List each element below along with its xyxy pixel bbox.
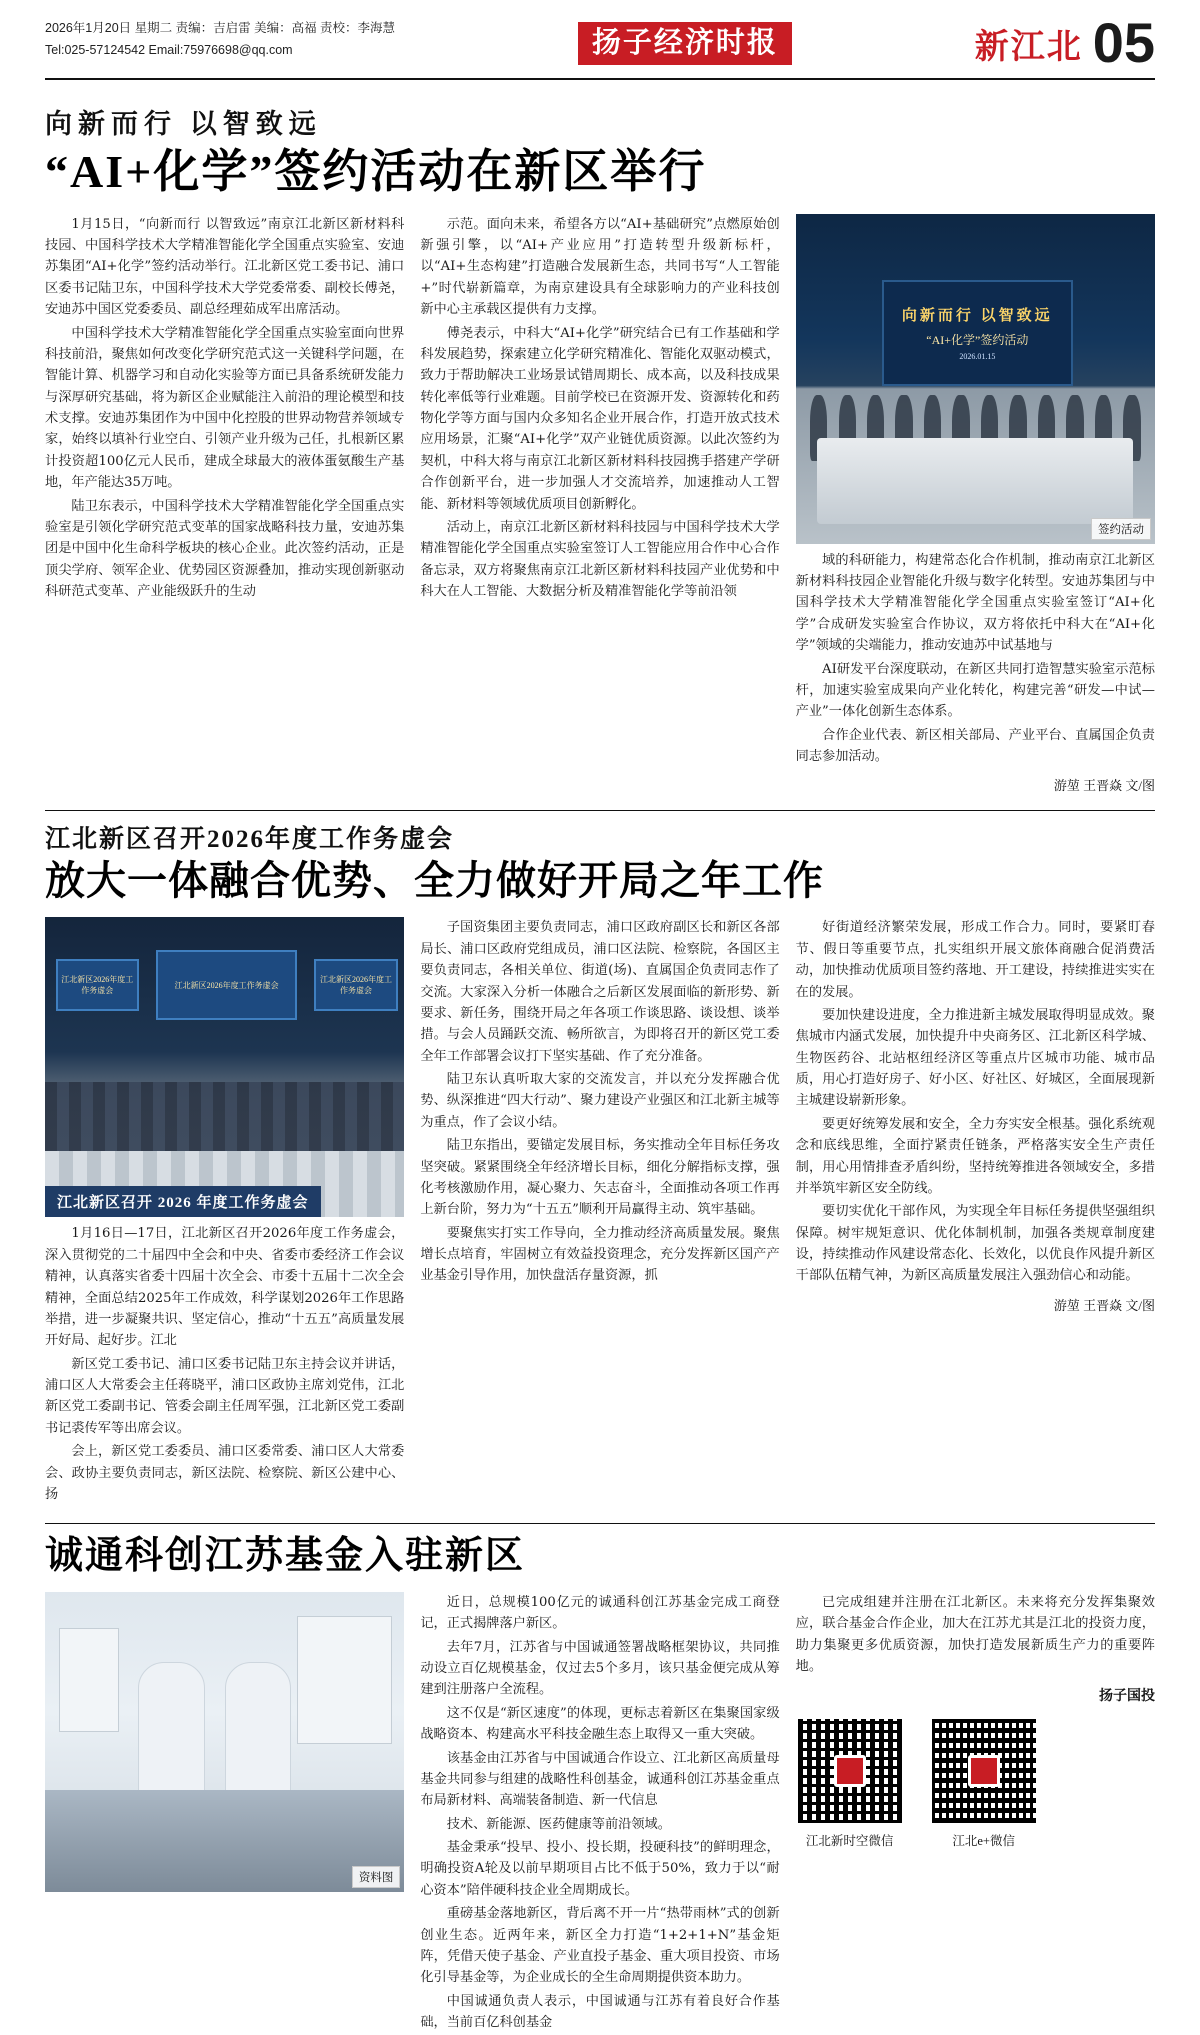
stage-screen bbox=[882, 280, 1073, 386]
article3-col1 bbox=[45, 1592, 404, 2035]
article3-photo-wrap bbox=[45, 1592, 404, 1892]
qr-item[interactable] bbox=[930, 1717, 1038, 1849]
article1-columns bbox=[45, 214, 1155, 795]
section-header bbox=[974, 11, 1155, 74]
article2-col3 bbox=[796, 917, 1155, 1507]
paragraph: AI研发平台深度联动，在新区共同打造智慧实验室示范标杆，加速实验室成果向产业化转化，构建完善“研发—中试—产业”一体化创新生态体系。 bbox=[795, 661, 1155, 720]
paragraph: 1月15日，“向新而行 以智致远”南京江北新区新材料科技园、中国科学技术大学精准智能化学全国重点实验室、安迪苏集团“AI+化学”签约活动举行。江北新区党工委书记、浦口区委书记陆卫东，中国科学技术大学党委常委、副校长傅尧，安迪苏中国区党委委员、副总经理茹成军出席活动。 bbox=[45, 216, 405, 318]
lab-worker bbox=[138, 1662, 205, 1802]
conference-table bbox=[817, 438, 1133, 524]
paragraph: 陆卫东指出，要锚定发展目标，务实推动全年目标任务攻坚突破。紧紧围绕全年经济增长目标，细化分解指标支撑，强化考核激励作用，凝心聚力、矢志奋斗，全面推动各项工作再上新台阶，努力为“十五五”顺利开局赢得主动、筑牢基础。 bbox=[420, 1138, 780, 1218]
photo-caption: 资料图 bbox=[352, 1866, 401, 1888]
paragraph: 重磅基金落地新区，背后离不开一片“热带雨林”式的创新创业生态。近两年来，新区全力打造“1+2+1+N”基金矩阵，凭借天使子基金、产业直投子基金、重大项目投资、市场化引导基金等，为企业成长的全生命周期提供资本助力。 bbox=[420, 1906, 780, 1986]
article1-divider bbox=[45, 810, 1155, 811]
paragraph: 要更好统筹发展和安全，全力夯实安全根基。强化系统观念和底线思维，全面拧紧责任链条，严格落实安全生产责任制，用心用情排查矛盾纠纷，坚持统筹推进各领域安全，多措并举筑牢新区安全防线。 bbox=[795, 1116, 1155, 1196]
qr-label: 江北新时空微信 bbox=[805, 1834, 894, 1849]
masthead-info bbox=[45, 18, 395, 62]
side-screen-left: 江北新区2026年度工作务虚会 bbox=[56, 959, 139, 1011]
article2-byline: 游堃 王晋焱 文/图 bbox=[1053, 1297, 1155, 1313]
lab-equipment bbox=[297, 1616, 392, 1744]
lab-photo bbox=[45, 1592, 404, 1892]
article3-headline: 诚通科创江苏基金入驻新区 bbox=[45, 1535, 526, 1578]
article3-col3 bbox=[796, 1592, 1155, 2035]
article-chengtong-fund bbox=[45, 1534, 1155, 2035]
signing-ceremony-photo bbox=[796, 214, 1155, 544]
lab-bench bbox=[45, 1790, 404, 1892]
paragraph: 子国资集团主要负责同志，浦口区政府副区长和新区各部局长、浦口区政府党组成员，浦口区法院、检察院，各国区主要负责同志，各相关单位、街道(场)、直属国企负责同志作了交流。大家深入分析一体融合之后新区发展面临的新形势、新要求、新任务，围绕开局之年各项工作谈思路、谈设想、谈举措。与会人员踊跃交流、畅所欲言，为即将召开的新区党工委全年工作部署会议打下坚实基础、作了充分准备。 bbox=[420, 920, 780, 1064]
stage-screen-line2: “AI+化学”签约活动 bbox=[926, 333, 1029, 348]
article3-columns bbox=[45, 1592, 1155, 2035]
paragraph: 活动上，南京江北新区新材料科技园与中国科学技术大学精准智能化学全国重点实验室签订人工智能应用合作中心合作备忘录，双方将聚焦南京江北新区新材料科技园产业优势和中科大在人工智能、大数据分析及精准智能化学等前沿领 bbox=[420, 519, 780, 600]
photo-caption: 签约活动 bbox=[1091, 518, 1151, 540]
paragraph: 基金秉承“投早、投小、投长期，投硬科技”的鲜明理念，明确投资A轮及以前早期项目占比不低于50%，致力于以“耐心资本”陪伴硬科技企业全周期成长。 bbox=[420, 1840, 780, 1898]
side-screen-right: 江北新区2026年度工作务虚会 bbox=[314, 959, 397, 1011]
article1-shoulder: 向新而行 以智致远 bbox=[45, 109, 322, 140]
article-ai-chemistry bbox=[45, 102, 1155, 794]
paragraph: 中国科学技术大学精准智能化学全国重点实验室面向世界科技前沿，聚焦如何改变化学研究范式这一关键科学问题，在智能计算、机器学习和自动化实验等方面已具备系统研发能力与深厚研究基础，将为新区企业赋能注入前沿的理论模型和技术支撑。安迪苏集团作为中国中化控股的世界动物营养领域专家，始终以填补行业空白、引领产业升级为己任，扎根新区累计投资超100亿元人民币，建成全球最大的液体蛋氨酸生产基地，年产能达35万吨。 bbox=[45, 325, 405, 491]
masthead bbox=[45, 0, 1155, 74]
paper-logo bbox=[578, 22, 792, 65]
issue-date-line: 2026年1月20日 星期二 责编：吉启雷 美编：高福 责校：李海慧 bbox=[45, 21, 396, 35]
main-screen: 江北新区2026年度工作务虚会 bbox=[156, 950, 297, 1020]
qr-code-icon[interactable] bbox=[930, 1717, 1038, 1825]
paragraph: 去年7月，江苏省与中国诚通签署战略框架协议，共同推动设立百亿规模基金，仅过去5个多月，该只基金便完成从筹建到注册落户全流程。 bbox=[420, 1639, 780, 1698]
article2-photo-wrap bbox=[45, 917, 404, 1217]
article1-col3 bbox=[796, 214, 1155, 795]
qr-code-group bbox=[796, 1717, 1155, 1849]
contact-line: Tel:025-57124542 Email:75976698@qq.com bbox=[45, 42, 293, 57]
paragraph: 域的科研能力，构建常态化合作机制，推动南京江北新区新材料科技园企业智能化升级与数字化转型。安迪苏集团与中国科学技术大学精准智能化学全国重点实验室签订“AI+化学”合成研发实验室合作协议，双方将依托中科大在“AI+化学”领域的尖端能力，推动安迪苏中试基地与 bbox=[795, 552, 1155, 654]
paragraph: 陆卫东表示，中国科学技术大学精准智能化学全国重点实验室是引领化学研究范式变革的国家战略科技力量，安迪苏集团是中国中化生命科学板块的核心企业。此次签约活动，正是顶尖学府、领军企业、优势园区资源叠加，推动实现创新驱动科研范式变革、产业能级跃升的生动 bbox=[45, 498, 405, 600]
paragraph: 近日，总规模100亿元的诚通科创江苏基金完成工商登记，正式揭牌落户新区。 bbox=[420, 1594, 780, 1632]
paragraph: 新区党工委书记、浦口区委书记陆卫东主持会议并讲话，浦口区人大常委会主任蒋晓平，浦口区政协主席刘党伟，江北新区党工委副书记、管委会副主任周军强，江北新区党工委副书记裘传军等出席会议。 bbox=[45, 1356, 405, 1436]
article2-shoulder: 江北新区召开2026年度工作务虚会 bbox=[45, 826, 455, 854]
article2-col1 bbox=[45, 917, 404, 1507]
article2-divider bbox=[45, 1523, 1155, 1524]
qr-code-icon[interactable] bbox=[796, 1717, 904, 1825]
qr-item[interactable] bbox=[796, 1717, 904, 1849]
article2-headline: 放大一体融合优势、全力做好开局之年工作 bbox=[45, 858, 824, 904]
paragraph: 会上，新区党工委委员、浦口区委常委、浦口区人大常委会、政协主要负责同志，新区法院、检察院、新区公建中心、扬 bbox=[45, 1444, 405, 1502]
article-annual-work-meeting bbox=[45, 819, 1155, 1507]
article1-col1 bbox=[45, 214, 404, 795]
photo-caption: 江北新区召开 2026 年度工作务虚会 bbox=[45, 1186, 321, 1217]
article2-columns bbox=[45, 917, 1155, 1507]
page-number: 05 bbox=[1092, 11, 1155, 74]
paragraph: 好街道经济繁荣发展，形成工作合力。同时，要紧盯春节、假日等重要节点，扎实组织开展文旅体商融合促消费活动，加快推动优质项目签约落地、开工建设，持续推进实实在在的发展。 bbox=[795, 920, 1155, 1000]
article1-headline: “AI+化学”签约活动在新区举行 bbox=[45, 146, 707, 198]
paragraph: 1月16日—17日，江北新区召开2026年度工作务虚会，深入贯彻党的二十届四中全会和中央、省委市委经济工作会议精神，认真落实省委十四届十次全会、市委十五届十二次全会精神，全面总结2025年工作成效，科学谋划2026年工作思路举措，进一步凝聚共识、坚定信心，推动“十五五”高质量发展开好局、起好步。江北 bbox=[45, 1226, 405, 1349]
lab-worker bbox=[225, 1662, 292, 1802]
article3-col2 bbox=[420, 1592, 779, 2035]
stage-screen-line1: 向新而行 以智致远 bbox=[901, 308, 1053, 325]
paragraph: 要切实优化干部作风，为实现全年目标任务提供坚强组织保障。树牢规矩意识、优化体制机制，加强各类规章制度建设，持续推动作风建设常态化、长效化，以优良作风提升新区干部队伍精气神，为新区高质量发展注入强劲信心和动能。 bbox=[795, 1204, 1155, 1284]
masthead-divider bbox=[45, 78, 1155, 80]
paragraph: 技术、新能源、医药健康等前沿领域。 bbox=[446, 1816, 671, 1832]
paragraph: 示范。面向未来，希望各方以“AI+基础研究”点燃原始创新强引擎，以“AI+产业应用”打造转型升级新标杆，以“AI+生态构建”打造融合发展新生态，共同书写“人工智能+”时代崭新篇章，为南京建设具有全球影响力的产业科技创新中心主承载区提供有力支撑。 bbox=[420, 216, 780, 318]
article2-col2 bbox=[420, 917, 779, 1507]
paragraph: 这不仅是“新区速度”的体现，更标志着新区在集聚国家级战略资本、构建高水平科技金融生态上取得又一重大突破。 bbox=[420, 1705, 780, 1743]
lab-equipment bbox=[59, 1628, 118, 1732]
paragraph: 要加快建设进度，全力推进新主城发展取得明显成效。聚焦城市内涵式发展，加快提升中央商务区、江北新区科学城、生物医药谷、北站枢纽经济区等重点片区城市功能、城市品质，用心打造好房子、好小区、好社区、好城区，全面展现新主城建设崭新形象。 bbox=[795, 1007, 1155, 1109]
paper-name: 扬子经济时报 bbox=[578, 22, 792, 65]
paragraph: 合作企业代表、新区相关部局、产业平台、直属国企负责同志参加活动。 bbox=[795, 727, 1155, 765]
article1-col2 bbox=[420, 214, 779, 795]
section-name: 新江北 bbox=[974, 26, 1083, 67]
paragraph: 陆卫东认真听取大家的交流发言，并以充分发挥融合优势、纵深推进“四大行动”、聚力建设产业强区和江北新主城等为重点，作了会议小结。 bbox=[420, 1072, 780, 1130]
paragraph: 中国诚通负责人表示，中国诚通与江苏有着良好合作基础，当前百亿科创基金 bbox=[420, 1993, 780, 2030]
paragraph: 已完成组建并注册在江北新区。未来将充分发挥集聚效应，联合基金合作企业，加大在江苏尤其是江北的投资力度，助力集聚更多优质资源，加快打造发展新质生产力的重要阵地。 bbox=[795, 1594, 1155, 1674]
paragraph: 该基金由江苏省与中国诚通合作设立、江北新区高质量母基金共同参与组建的战略性科创基金，诚通科创江苏基金重点布局新材料、高端装备制造、新一代信息 bbox=[420, 1750, 780, 1809]
article3-brand: 扬子国投 bbox=[1098, 1689, 1155, 1705]
article1-byline: 游堃 王晋焱 文/图 bbox=[1053, 778, 1155, 794]
article1-photo-wrap bbox=[796, 214, 1155, 544]
paragraph: 傅尧表示，中科大“AI+化学”研究结合已有工作基础和学科发展趋势，探索建立化学研究精准化、智能化双驱动模式，致力于帮助解决工业场景试错周期长、成本高，以及科技成果转化率低等行业难题。目前学校已在资源开发、资源转化和药物化学等方面与国内众多知名企业开展合作，打造开放式技术应用场景，汇聚“AI+化学”双产业链优质资源。以此次签约为契机，中科大将与南京江北新区新材料科技园携手搭建产学研合作创新平台，进一步加强人才交流培养，加速推动人工智能、新材料等领域优质项目创新孵化。 bbox=[420, 325, 780, 512]
paragraph: 要聚焦实打实工作导向，全力推动经济高质量发展。聚焦增长点培育，牢固树立有效益投资理念，充分发挥新区国产产业基金引导作用，加快盘活存量资源，抓 bbox=[420, 1225, 780, 1284]
qr-label: 江北e+微信 bbox=[952, 1834, 1015, 1849]
stage-screen-date: 2026.01.15 bbox=[959, 352, 996, 362]
work-meeting-photo bbox=[45, 917, 404, 1217]
